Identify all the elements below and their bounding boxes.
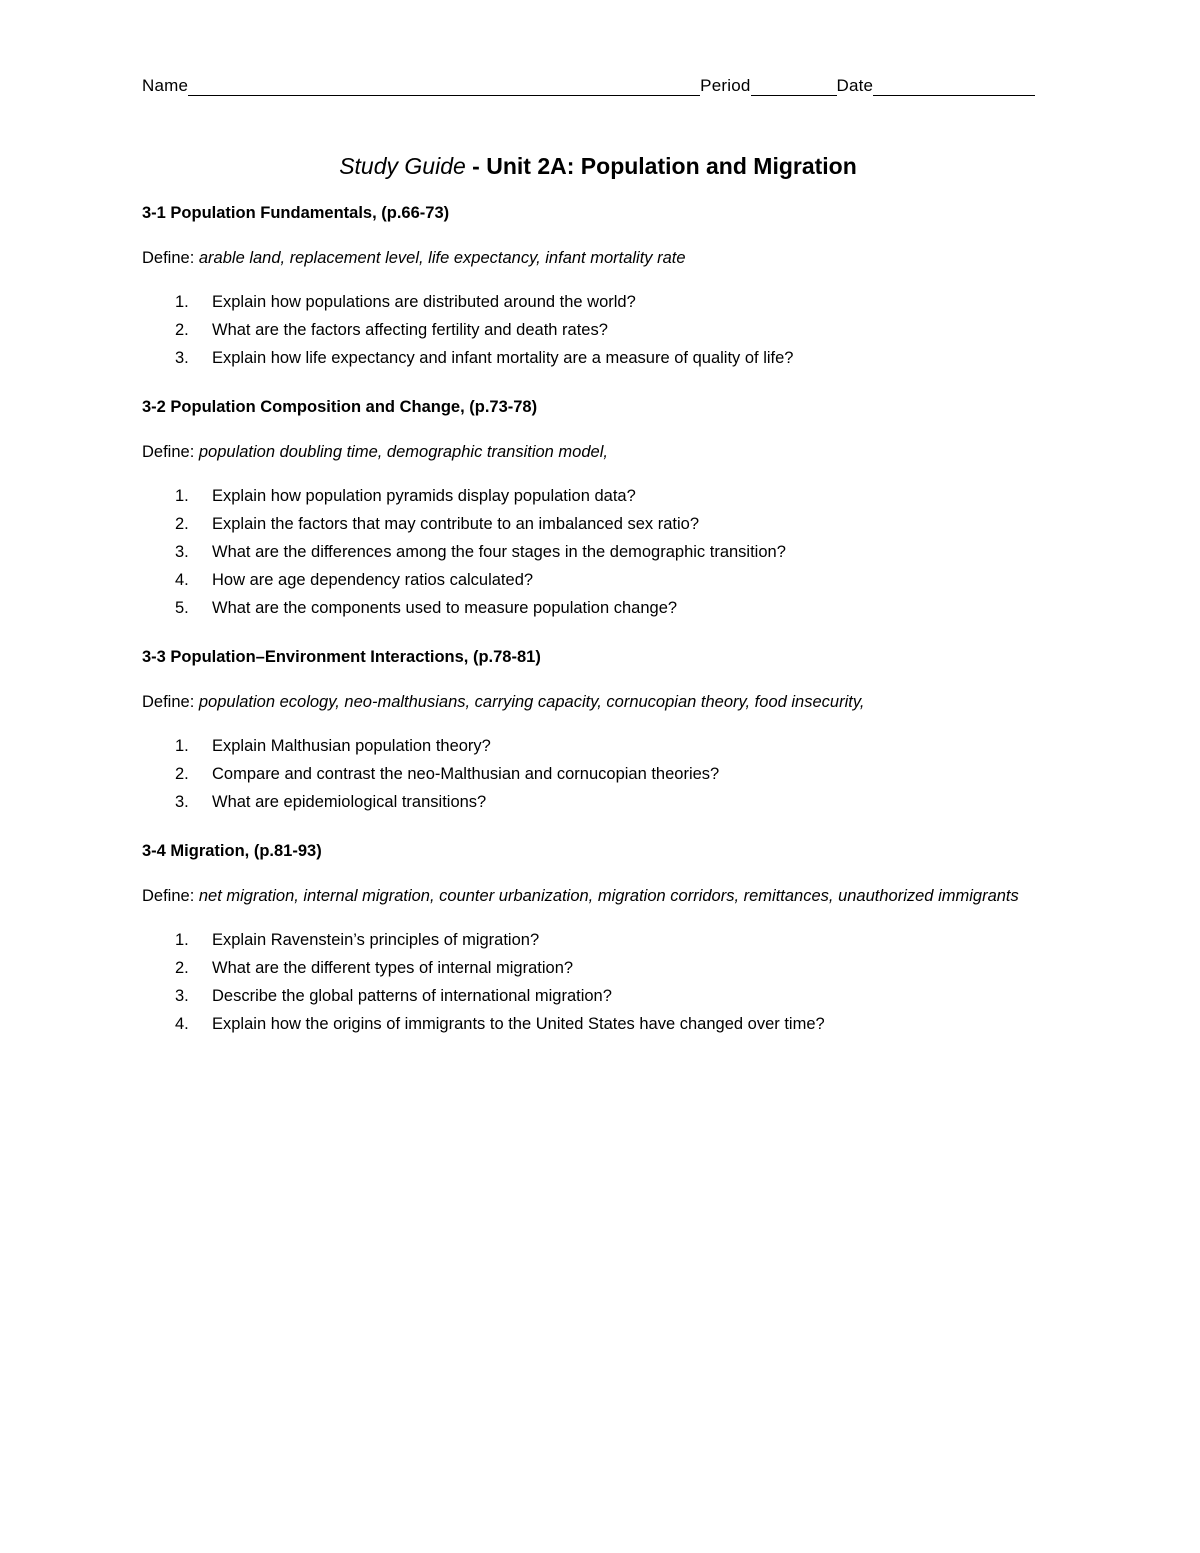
list-item <box>142 1010 1054 1038</box>
list-item <box>142 954 1054 982</box>
section-3-1 <box>142 202 1054 372</box>
question-number: 1. <box>175 487 189 505</box>
define-terms: arable land, replacement level, life expectancy, infant mortality rate <box>198 249 686 267</box>
list-item <box>142 316 1054 344</box>
question-text: What are the different types of internal migration? <box>212 959 574 977</box>
define-terms: population ecology, neo-malthusians, carrying capacity, cornucopian theory, food insecurity, <box>198 693 865 711</box>
section-heading: 3-1 Population Fundamentals, (p.66-73) <box>142 204 450 222</box>
list-item <box>142 288 1054 316</box>
list-item <box>142 982 1054 1010</box>
title-bold: Unit 2A: Population and Migration <box>486 153 857 179</box>
list-item <box>142 482 1054 510</box>
define-label: Define: <box>142 693 199 711</box>
question-number: 2. <box>175 321 189 339</box>
list-item <box>142 732 1054 760</box>
list-item <box>142 594 1054 622</box>
define-label: Define: <box>142 249 199 267</box>
question-number: 1. <box>175 931 189 949</box>
question-number: 3. <box>175 793 189 811</box>
question-number: 4. <box>175 1015 189 1033</box>
question-list <box>142 288 1054 372</box>
list-item <box>142 926 1054 954</box>
question-text: What are epidemiological transitions? <box>212 793 487 811</box>
list-item <box>142 510 1054 538</box>
question-number: 2. <box>175 765 189 783</box>
section-heading: 3-4 Migration, (p.81-93) <box>142 842 322 860</box>
define-terms: net migration, internal migration, counter urbanization, migration corridors, remittances, unauthorized immigrants <box>198 887 1019 905</box>
question-number: 2. <box>175 515 189 533</box>
section-heading: 3-2 Population Composition and Change, (p.73-78) <box>142 398 538 416</box>
list-item <box>142 760 1054 788</box>
section-3-3 <box>142 646 1054 816</box>
name-label: Name <box>142 76 189 95</box>
page-title <box>142 151 1054 181</box>
define-line <box>142 244 1054 272</box>
period-blank[interactable] <box>751 77 837 96</box>
question-number: 3. <box>175 349 189 367</box>
question-text: What are the components used to measure population change? <box>212 599 678 617</box>
define-label: Define: <box>142 887 199 905</box>
question-text: Explain how the origins of immigrants to the United States have changed over time? <box>212 1015 825 1033</box>
question-text: Explain the factors that may contribute to an imbalanced sex ratio? <box>212 515 700 533</box>
question-number: 1. <box>175 737 189 755</box>
question-number: 1. <box>175 293 189 311</box>
date-label: Date <box>836 76 874 95</box>
date-blank[interactable] <box>873 77 1035 96</box>
question-text: What are the factors affecting fertility and death rates? <box>212 321 608 339</box>
title-italic: Study Guide <box>339 153 466 179</box>
section-3-4 <box>142 840 1054 1038</box>
question-number: 4. <box>175 571 189 589</box>
question-text: Describe the global patterns of international migration? <box>212 987 612 1005</box>
question-text: How are age dependency ratios calculated? <box>212 571 534 589</box>
period-label: Period <box>700 76 751 95</box>
question-text: Explain how population pyramids display population data? <box>212 487 636 505</box>
define-line <box>142 882 1054 910</box>
question-number: 5. <box>175 599 189 617</box>
question-text: What are the differences among the four stages in the demographic transition? <box>212 543 786 561</box>
question-number: 3. <box>175 543 189 561</box>
question-number: 2. <box>175 959 189 977</box>
list-item <box>142 566 1054 594</box>
define-line <box>142 688 1054 716</box>
name-blank[interactable] <box>188 77 700 96</box>
list-item <box>142 538 1054 566</box>
question-text: Compare and contrast the neo-Malthusian and cornucopian theories? <box>212 765 720 783</box>
question-list <box>142 482 1054 622</box>
title-separator: - <box>465 153 487 179</box>
question-list <box>142 926 1054 1038</box>
define-line <box>142 438 1054 466</box>
list-item <box>142 344 1054 372</box>
question-number: 3. <box>175 987 189 1005</box>
section-heading: 3-3 Population–Environment Interactions, (p.78-81) <box>142 648 541 666</box>
question-text: Explain how populations are distributed around the world? <box>212 293 636 311</box>
define-terms: population doubling time, demographic transition model, <box>198 443 608 461</box>
question-text: Explain Malthusian population theory? <box>212 737 491 755</box>
list-item <box>142 788 1054 816</box>
study-guide-page <box>142 70 1054 1038</box>
define-label: Define: <box>142 443 199 461</box>
question-text: Explain Ravenstein’s principles of migration? <box>212 931 540 949</box>
question-list <box>142 732 1054 816</box>
student-info-line <box>142 70 1054 96</box>
question-text: Explain how life expectancy and infant mortality are a measure of quality of life? <box>212 349 794 367</box>
section-3-2 <box>142 396 1054 622</box>
